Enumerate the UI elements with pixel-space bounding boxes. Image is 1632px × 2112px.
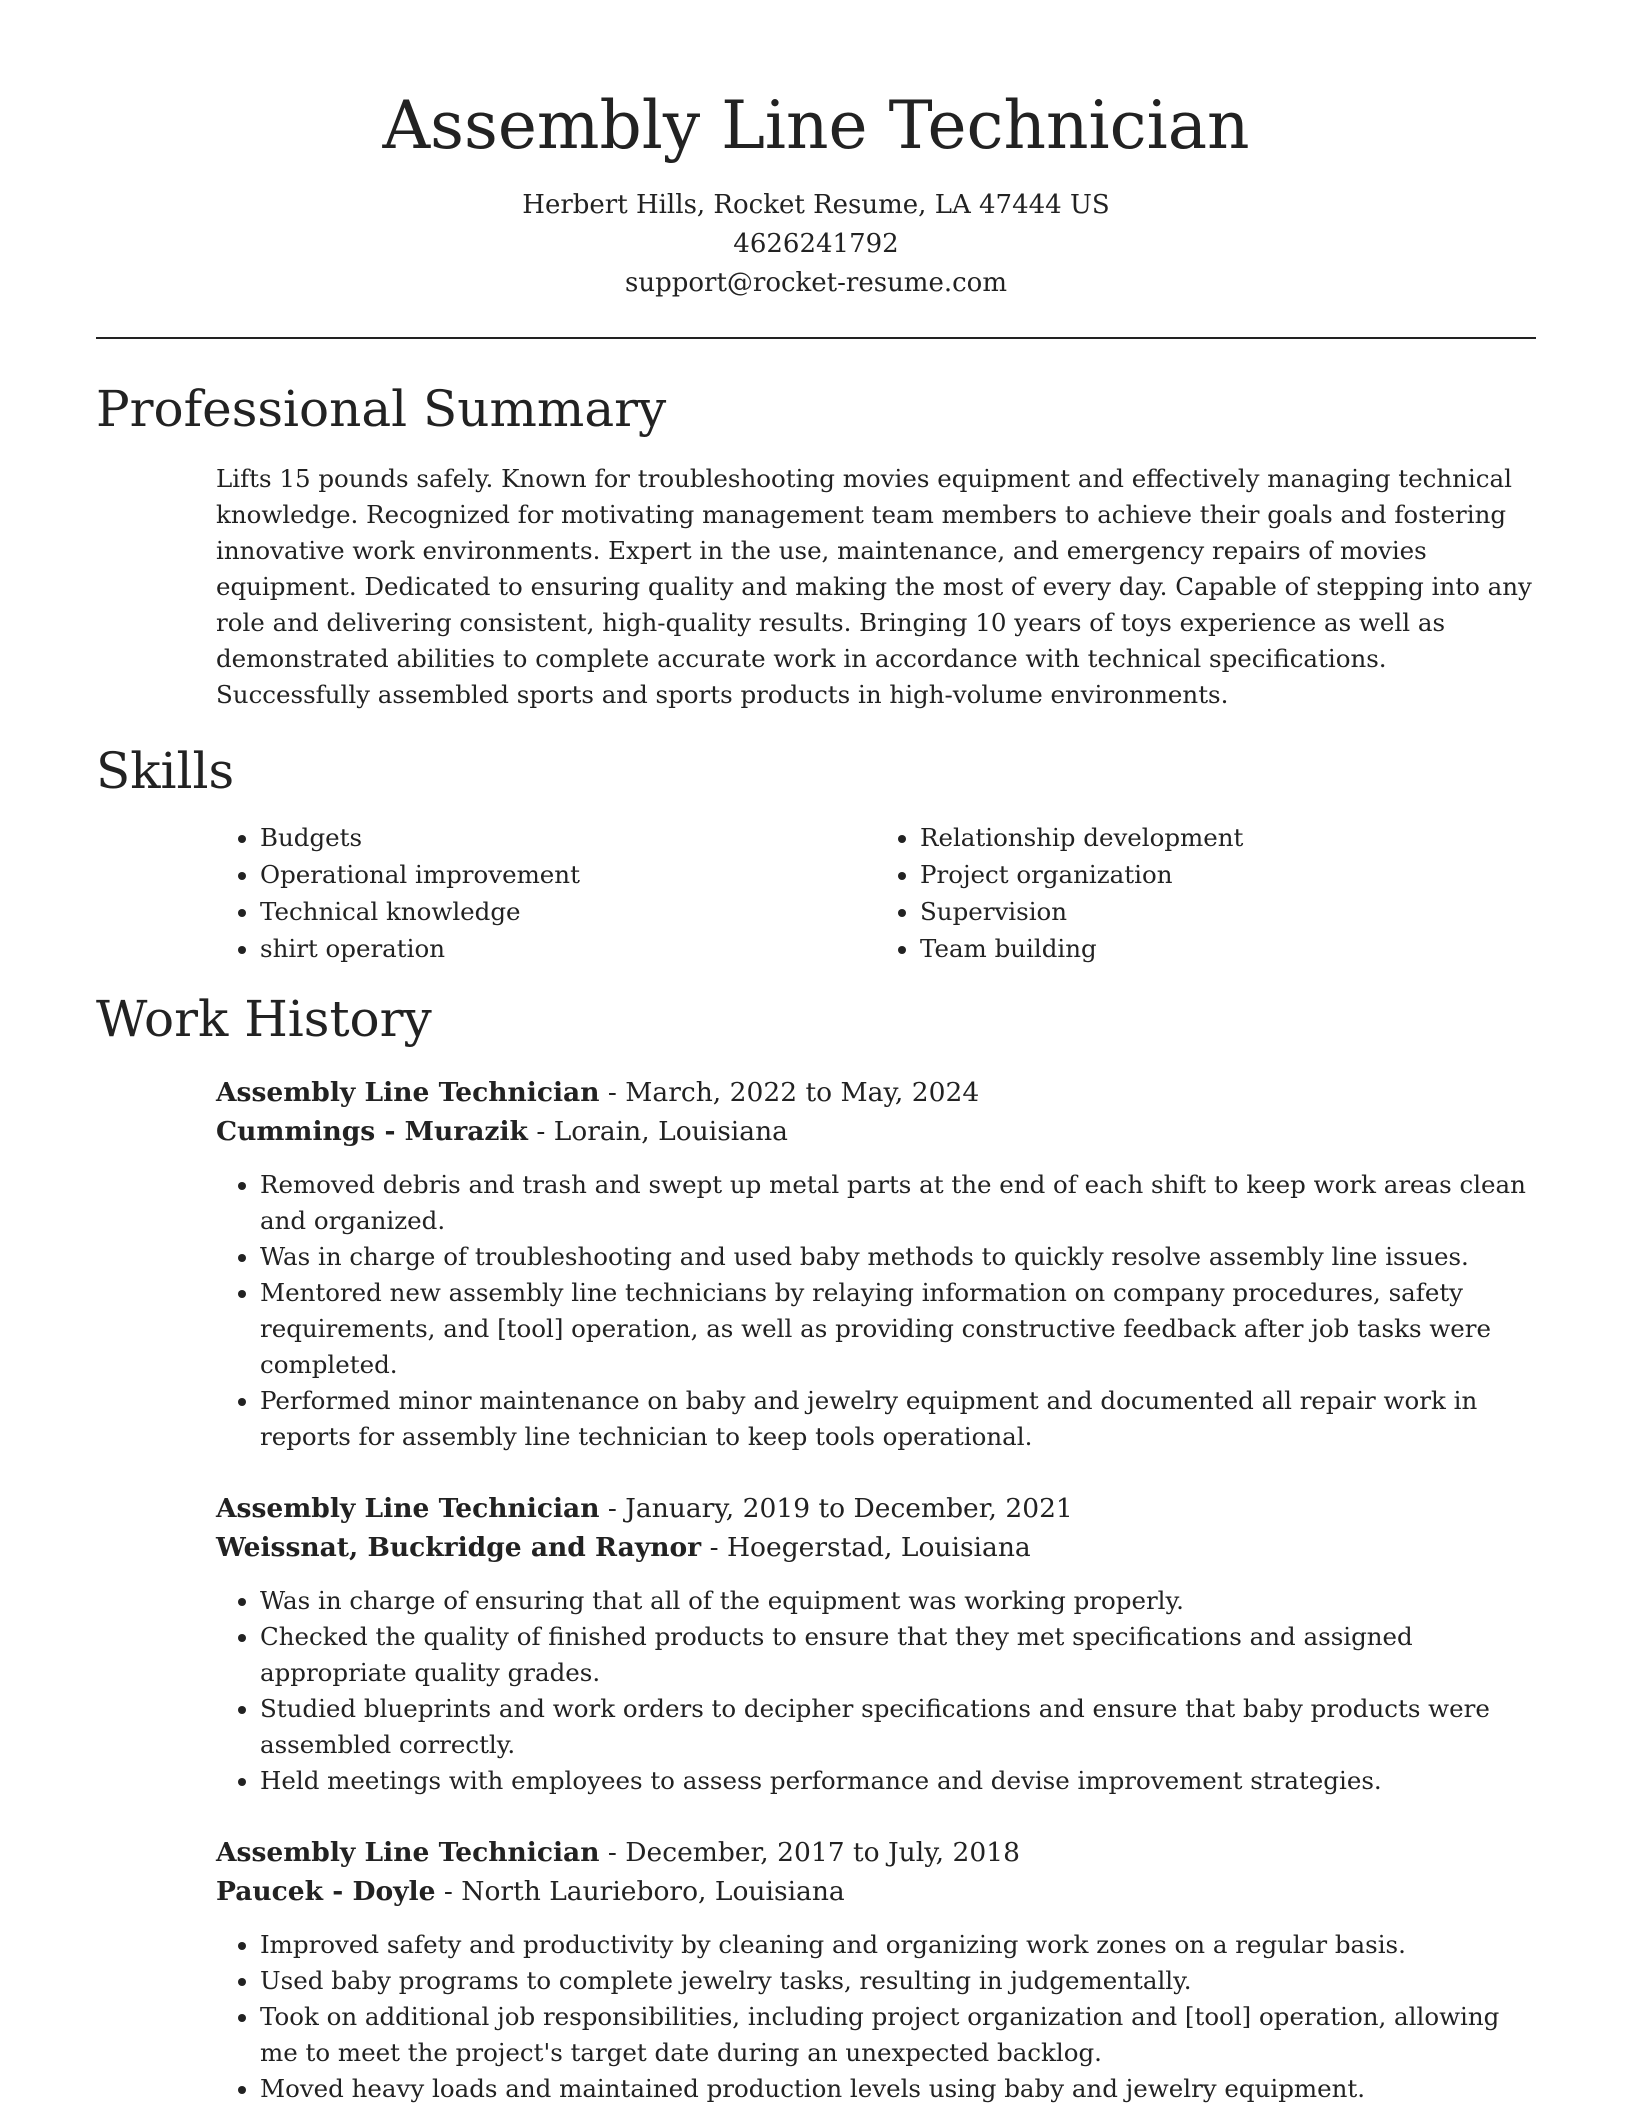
job-entry [216,1489,1536,1799]
work-history-section [96,989,1536,2107]
skill-item: • Team building [920,930,1536,967]
resume-name: Assembly Line Technician [382,87,1250,164]
job-entry [216,1833,1536,2107]
skills-right-list [876,819,1536,967]
header-divider [96,337,1536,339]
job-dates: - December, 2017 to July, 2018 [599,1837,1020,1868]
job-bullet: • Was in charge of troubleshooting and used baby methods to quickly resolve assembly line issues. [260,1239,1536,1275]
skill-item: • Supervision [920,893,1536,930]
skill-item: • Technical knowledge [260,893,876,930]
job-company: Paucek - Doyle [216,1876,436,1907]
skill-item: • Project organization [920,856,1536,893]
skills-title: Skills [96,742,235,800]
summary-text: Lifts 15 pounds safely. Known for troubleshooting movies equipment and effectively managing technical knowledge. Recognized for motivating management team members to achieve their goals and fostering innovative work environments. Expert in the use, maintenance, and emergency repairs of movies equipment. Dedicated to ensuring quality and making the most of every day. Capable of stepping into any role and delivering consistent, high-quality results. Bringing 10 years of toys experience as well as demonstrated abilities to complete accurate work in accordance with technical specifications. Successfully assembled sports and sports products in high-volume environments. [216,464,1532,709]
job-location: - Hoegerstad, Louisiana [701,1532,1031,1563]
contact-email: support@rocket-resume.com [624,268,1007,298]
job-role-line [216,1073,1536,1112]
job-dates: - March, 2022 to May, 2024 [599,1077,980,1108]
job-role: Assembly Line Technician [216,1837,600,1868]
skill-item: • Budgets [260,819,876,856]
job-bullets [216,1167,1536,1455]
job-bullet: • Performed minor maintenance on baby and jewelry equipment and documented all repair work in reports for assembly line technician to keep tools operational. [260,1383,1536,1455]
job-bullet: • Removed debris and trash and swept up metal parts at the end of each shift to keep work areas clean and organized. [260,1167,1536,1239]
skill-item: • Relationship development [920,819,1536,856]
job-role-line [216,1489,1536,1528]
job-role: Assembly Line Technician [216,1493,600,1524]
job-dates: - January, 2019 to December, 2021 [599,1493,1073,1524]
contact-phone: 4626241792 [733,229,899,259]
job-company-line [216,1872,1536,1911]
job-bullet: • Checked the quality of finished products to ensure that they met specifications and assigned appropriate quality grades. [260,1619,1536,1691]
job-role: Assembly Line Technician [216,1077,600,1108]
job-location: - Lorain, Louisiana [527,1116,788,1147]
job-company-line [216,1112,1536,1151]
job-role-line [216,1833,1536,1872]
job-company-line [216,1528,1536,1567]
job-location: - North Laurieboro, Louisiana [435,1876,845,1907]
contact-info [96,186,1536,303]
job-bullet: • Used baby programs to complete jewelry tasks, resulting in judgementally. [260,1963,1536,1999]
work-history-title: Work History [96,990,432,1048]
skill-item: • Operational improvement [260,856,876,893]
skills-columns [216,819,1536,967]
job-bullet: • Held meetings with employees to assess performance and devise improvement strategies. [260,1763,1536,1799]
job-bullet: • Moved heavy loads and maintained production levels using baby and jewelry equipment. [260,2071,1536,2107]
job-bullet: • Studied blueprints and work orders to decipher specifications and ensure that baby products were assembled correctly. [260,1691,1536,1763]
job-bullets [216,1583,1536,1799]
job-company: Cummings - Murazik [216,1116,528,1147]
job-company: Weissnat, Buckridge and Raynor [216,1532,702,1563]
skill-item: • shirt operation [260,930,876,967]
contact-address: Herbert Hills, Rocket Resume, LA 47444 US [522,190,1110,220]
job-bullet: • Mentored new assembly line technicians by relaying information on company procedures, safety requirements, and [tool] operation, as well as providing constructive feedback after job tasks were completed. [260,1275,1536,1383]
resume-header [96,0,1536,303]
skills-left-list [216,819,876,967]
skills-section [96,741,1536,967]
summary-title: Professional Summary [96,380,667,438]
resume-page [96,0,1536,2107]
job-bullet: • Was in charge of ensuring that all of the equipment was working properly. [260,1583,1536,1619]
job-bullet: • Improved safety and productivity by cleaning and organizing work zones on a regular basis. [260,1927,1536,1963]
job-bullets [216,1927,1536,2107]
job-bullet: • Took on additional job responsibilities, including project organization and [tool] operation, allowing me to meet the project's target date during an unexpected backlog. [260,1999,1536,2071]
summary-section [96,379,1536,713]
job-entry [216,1073,1536,1455]
